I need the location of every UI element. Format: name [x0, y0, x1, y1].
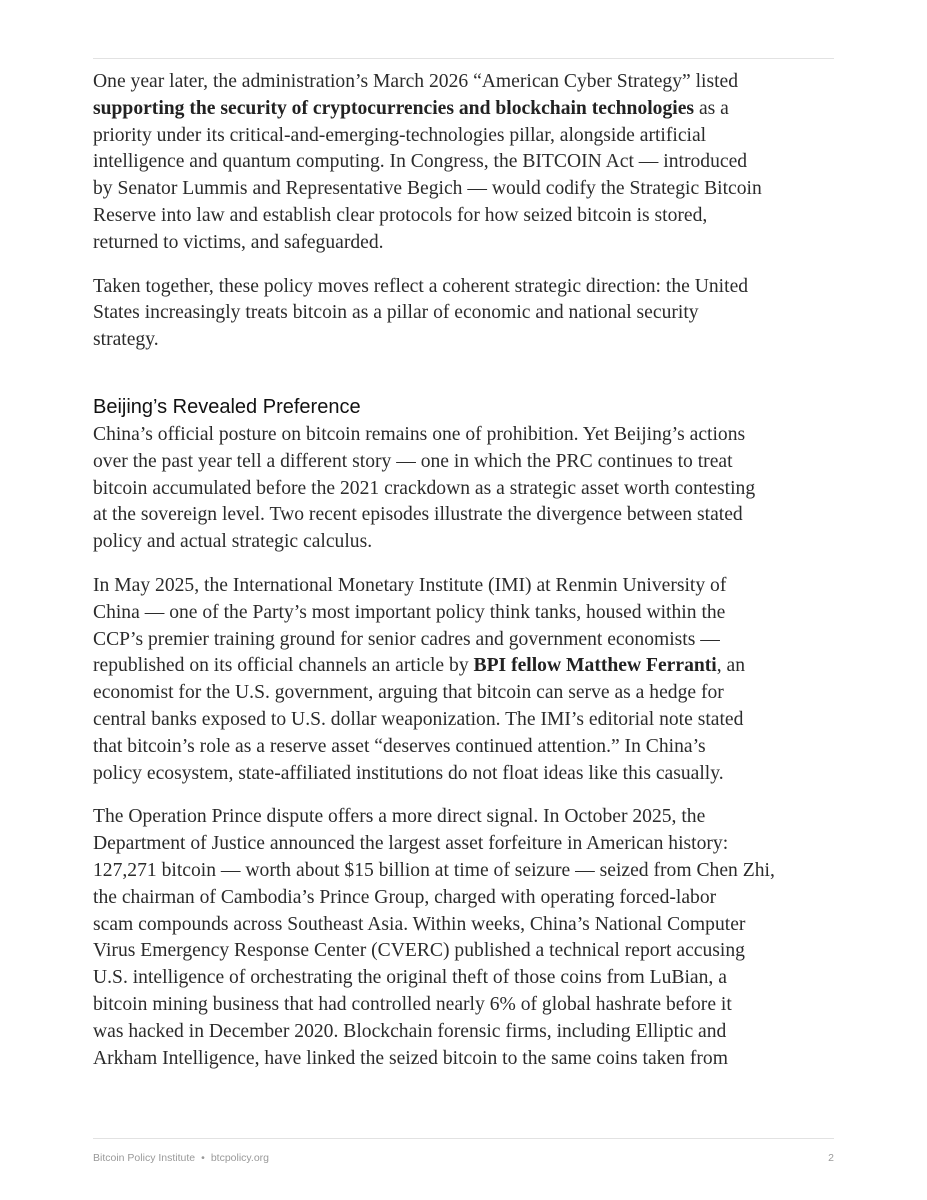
- bold-phrase: BPI fellow Matthew Ferranti: [473, 655, 717, 677]
- text-line: policy and actual strategic calculus.: [93, 531, 373, 553]
- page-number: 2: [828, 1152, 834, 1164]
- text-line: priority under its critical-and-emerging-technologies pillar, alongside artificial: [93, 124, 707, 146]
- footer-site: btcpolicy.org: [210, 1152, 269, 1164]
- text-line: bitcoin mining business that had controlled nearly 6% of global hashrate before it: [93, 993, 732, 1015]
- text-span: , an: [716, 655, 746, 677]
- section-heading: Beijing’s Revealed Preference: [93, 395, 361, 418]
- paragraph-cyber-strategy: [93, 69, 838, 257]
- text-line: Department of Justice announced the largest asset forfeiture in American history:: [93, 833, 729, 855]
- text-line: 127,271 bitcoin — worth about $15 billion at time of seizure — seized from Chen Zhi,: [93, 859, 775, 881]
- text-line: The Operation Prince dispute offers a more direct signal. In October 2025, the: [93, 806, 706, 828]
- text-line: CCP’s premier training ground for senior cadres and government economists —: [93, 628, 720, 650]
- paragraph-summary: [93, 274, 838, 354]
- text-line: [93, 653, 838, 680]
- text-line: the chairman of Cambodia’s Prince Group, charged with operating forced-labor: [93, 886, 717, 908]
- text-line: intelligence and quantum computing. In Congress, the BITCOIN Act — introduced: [93, 151, 748, 173]
- text-line: bitcoin accumulated before the 2021 crackdown as a strategic asset worth contesting: [93, 477, 756, 499]
- text-line: China’s official posture on bitcoin remains one of prohibition. Yet Beijing’s actions: [93, 423, 746, 445]
- text-line: strategy.: [93, 329, 159, 351]
- text-line: China — one of the Party’s most important policy think tanks, housed within the: [93, 601, 726, 623]
- text-line: In May 2025, the International Monetary Institute (IMI) at Renmin University of: [93, 574, 727, 596]
- text-line: U.S. intelligence of orchestrating the original theft of those coins from LuBian, a: [93, 967, 727, 989]
- text-line: scam compounds across Southeast Asia. Within weeks, China’s National Computer: [93, 913, 746, 935]
- footer-separator: •: [201, 1152, 205, 1164]
- paragraph-operation-prince: [93, 804, 838, 1072]
- header-divider: [93, 58, 834, 59]
- text-line: over the past year tell a different story — one in which the PRC continues to treat: [93, 450, 733, 472]
- text-line: [93, 96, 838, 123]
- text-span: republished on its official channels an article by: [93, 655, 474, 677]
- text-line: Reserve into law and establish clear protocols for how seized bitcoin is stored,: [93, 204, 708, 226]
- paragraph-china-posture: [93, 422, 838, 556]
- footer-divider: [93, 1138, 834, 1139]
- text-line: economist for the U.S. government, arguing that bitcoin can serve as a hedge for: [93, 682, 724, 704]
- text-span: as a: [694, 97, 729, 119]
- paragraph-imi: [93, 573, 838, 787]
- page-footer: [93, 1152, 834, 1164]
- text-line: at the sovereign level. Two recent episodes illustrate the divergence between stated: [93, 504, 743, 526]
- text-line: Virus Emergency Response Center (CVERC) published a technical report accusing: [93, 940, 745, 962]
- text-line: Taken together, these policy moves reflect a coherent strategic direction: the United: [93, 275, 749, 297]
- text-line: returned to victims, and safeguarded.: [93, 231, 384, 253]
- footer-source: [93, 1152, 269, 1164]
- text-line: by Senator Lummis and Representative Begich — would codify the Strategic Bitcoin: [93, 178, 762, 200]
- text-line: was hacked in December 2020. Blockchain forensic firms, including Elliptic and: [93, 1020, 727, 1042]
- text-line: States increasingly treats bitcoin as a pillar of economic and national security: [93, 302, 699, 324]
- text-line: Arkham Intelligence, have linked the seized bitcoin to the same coins taken from: [93, 1047, 728, 1069]
- text-line: that bitcoin’s role as a reserve asset “deserves continued attention.” In China’s: [93, 735, 706, 757]
- text-line: One year later, the administration’s March 2026 “American Cyber Strategy” listed: [93, 71, 739, 92]
- text-line: policy ecosystem, state-affiliated institutions do not float ideas like this casually.: [93, 762, 724, 784]
- document-body: [93, 69, 838, 1089]
- footer-org: Bitcoin Policy Institute: [93, 1152, 196, 1164]
- bold-phrase: supporting the security of cryptocurrencies and blockchain technologies: [93, 97, 695, 119]
- text-line: central banks exposed to U.S. dollar weaponization. The IMI’s editorial note stated: [93, 708, 744, 730]
